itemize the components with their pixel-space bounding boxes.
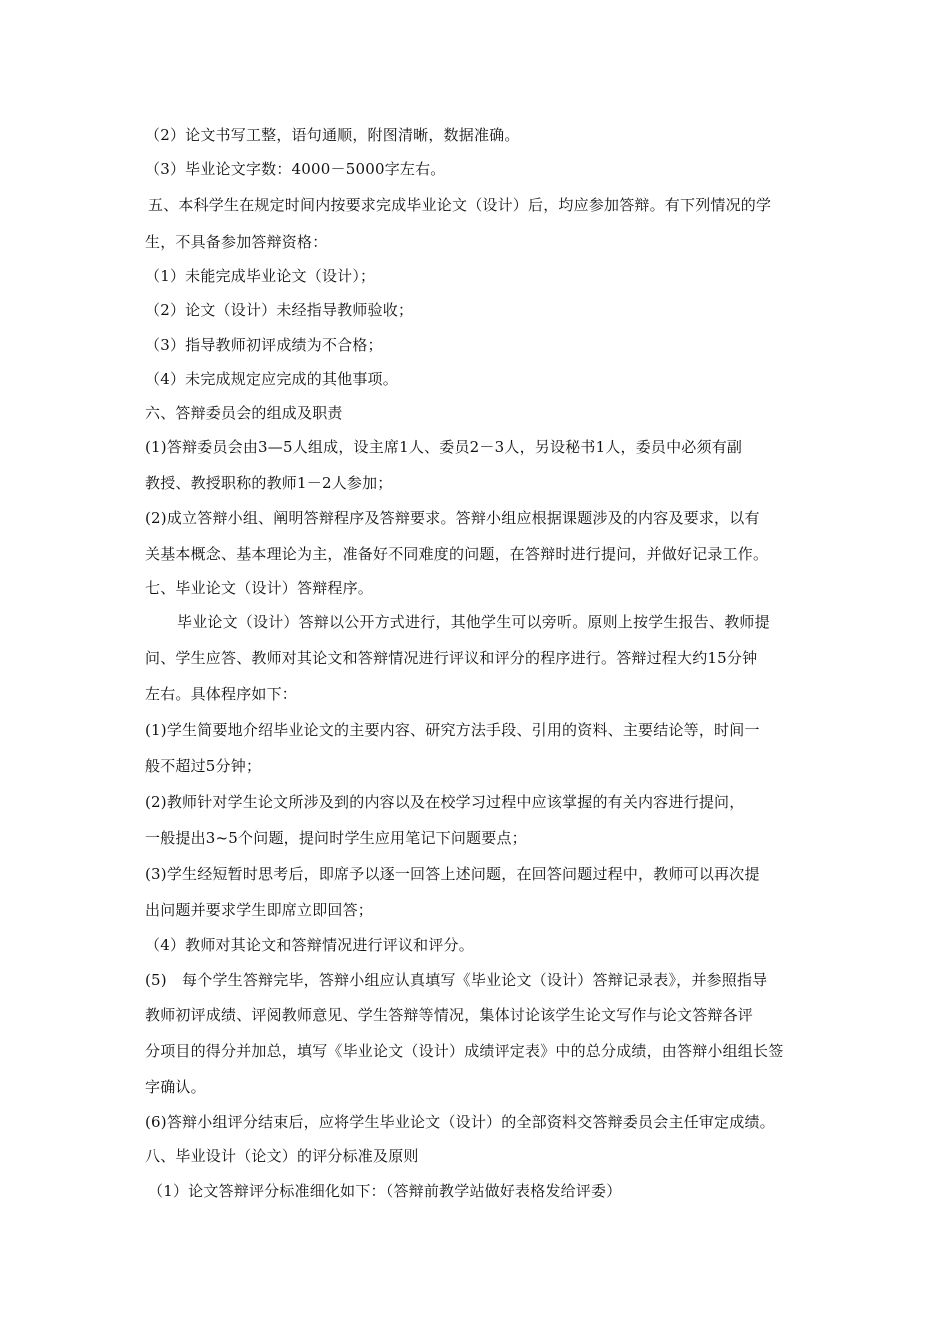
doc-line: （1）论文答辩评分标准细化如下：（答辩前教学站做好表格发给评委） bbox=[148, 1182, 622, 1200]
doc-line: 教授、教授职称的教师1－2人参加； bbox=[145, 474, 393, 492]
doc-line: (3)学生经短暂时思考后，即席予以逐一回答上述问题，在回答问题过程中，教师可以再次提 bbox=[145, 865, 760, 883]
doc-line: (5) 每个学生答辩完毕，答辩小组应认真填写《毕业论文（设计）答辩记录表》，并参照指导 bbox=[145, 971, 768, 989]
doc-line: （4）教师对其论文和答辩情况进行评议和评分。 bbox=[145, 936, 474, 954]
doc-line: 关基本概念、基本理论为主，准备好不同难度的问题，在答辩时进行提问，并做好记录工作。 bbox=[145, 545, 769, 563]
doc-paragraph-line: 毕业论文（设计）答辩以公开方式进行，其他学生可以旁听。原则上按学生报告、教师提 bbox=[177, 613, 770, 631]
doc-line: 问、学生应答、教师对其论文和答辩情况进行评议和评分的程序进行。答辩过程大约15分钟 bbox=[145, 649, 758, 667]
doc-line: 般不超过5分钟； bbox=[145, 757, 262, 775]
doc-line: （4）未完成规定应完成的其他事项。 bbox=[145, 370, 398, 388]
doc-line: （3）指导教师初评成绩为不合格； bbox=[145, 336, 383, 354]
doc-line: (6)答辩小组评分结束后，应将学生毕业论文（设计）的全部资料交答辩委员会主任审定成绩。 bbox=[145, 1113, 775, 1131]
doc-line: (2)成立答辩小组、阐明答辩程序及答辩要求。答辩小组应根据课题涉及的内容及要求，以有 bbox=[145, 509, 760, 527]
doc-line: 一般提出3~5个问题，提问时学生应用笔记下问题要点； bbox=[145, 829, 527, 847]
doc-line: 分项目的得分并加总，填写《毕业论文（设计）成绩评定表》中的总分成绩，由答辩小组组长签 bbox=[145, 1042, 784, 1060]
section-heading-7: 七、毕业论文（设计）答辩程序。 bbox=[145, 579, 374, 597]
doc-line: (1)学生简要地介绍毕业论文的主要内容、研究方法手段、引用的资料、主要结论等，时间一 bbox=[145, 721, 760, 739]
doc-line: 左右。具体程序如下： bbox=[145, 685, 298, 703]
section-heading-8: 八、毕业设计（论文）的评分标准及原则 bbox=[145, 1147, 419, 1165]
doc-line: 出问题并要求学生即席立即回答； bbox=[145, 901, 374, 919]
doc-line: （1）未能完成毕业论文（设计）； bbox=[145, 267, 376, 285]
doc-line: （2）论文（设计）未经指导教师验收； bbox=[145, 301, 414, 319]
doc-line: (2)教师针对学生论文所涉及到的内容以及在校学习过程中应该掌握的有关内容进行提问， bbox=[145, 793, 745, 811]
doc-line: 字确认。 bbox=[145, 1078, 206, 1096]
section-heading-6: 六、答辩委员会的组成及职责 bbox=[145, 404, 343, 422]
doc-line: （2）论文书写工整，语句通顺，附图清晰，数据准确。 bbox=[145, 126, 520, 144]
doc-line: (1)答辩委员会由3—5人组成，设主席1人、委员2－3人，另设秘书1人，委员中必须有副 bbox=[145, 438, 743, 456]
doc-line: 生，不具备参加答辩资格： bbox=[145, 233, 328, 251]
section-heading-5: 五、本科学生在规定时间内按要求完成毕业论文（设计）后，均应参加答辩。有下列情况的学 bbox=[148, 196, 772, 214]
doc-line: 教师初评成绩、评阅教师意见、学生答辩等情况，集体讨论该学生论文写作与论文答辩各评 bbox=[145, 1006, 754, 1024]
doc-line: （3）毕业论文字数：4000－5000字左右。 bbox=[145, 160, 446, 178]
